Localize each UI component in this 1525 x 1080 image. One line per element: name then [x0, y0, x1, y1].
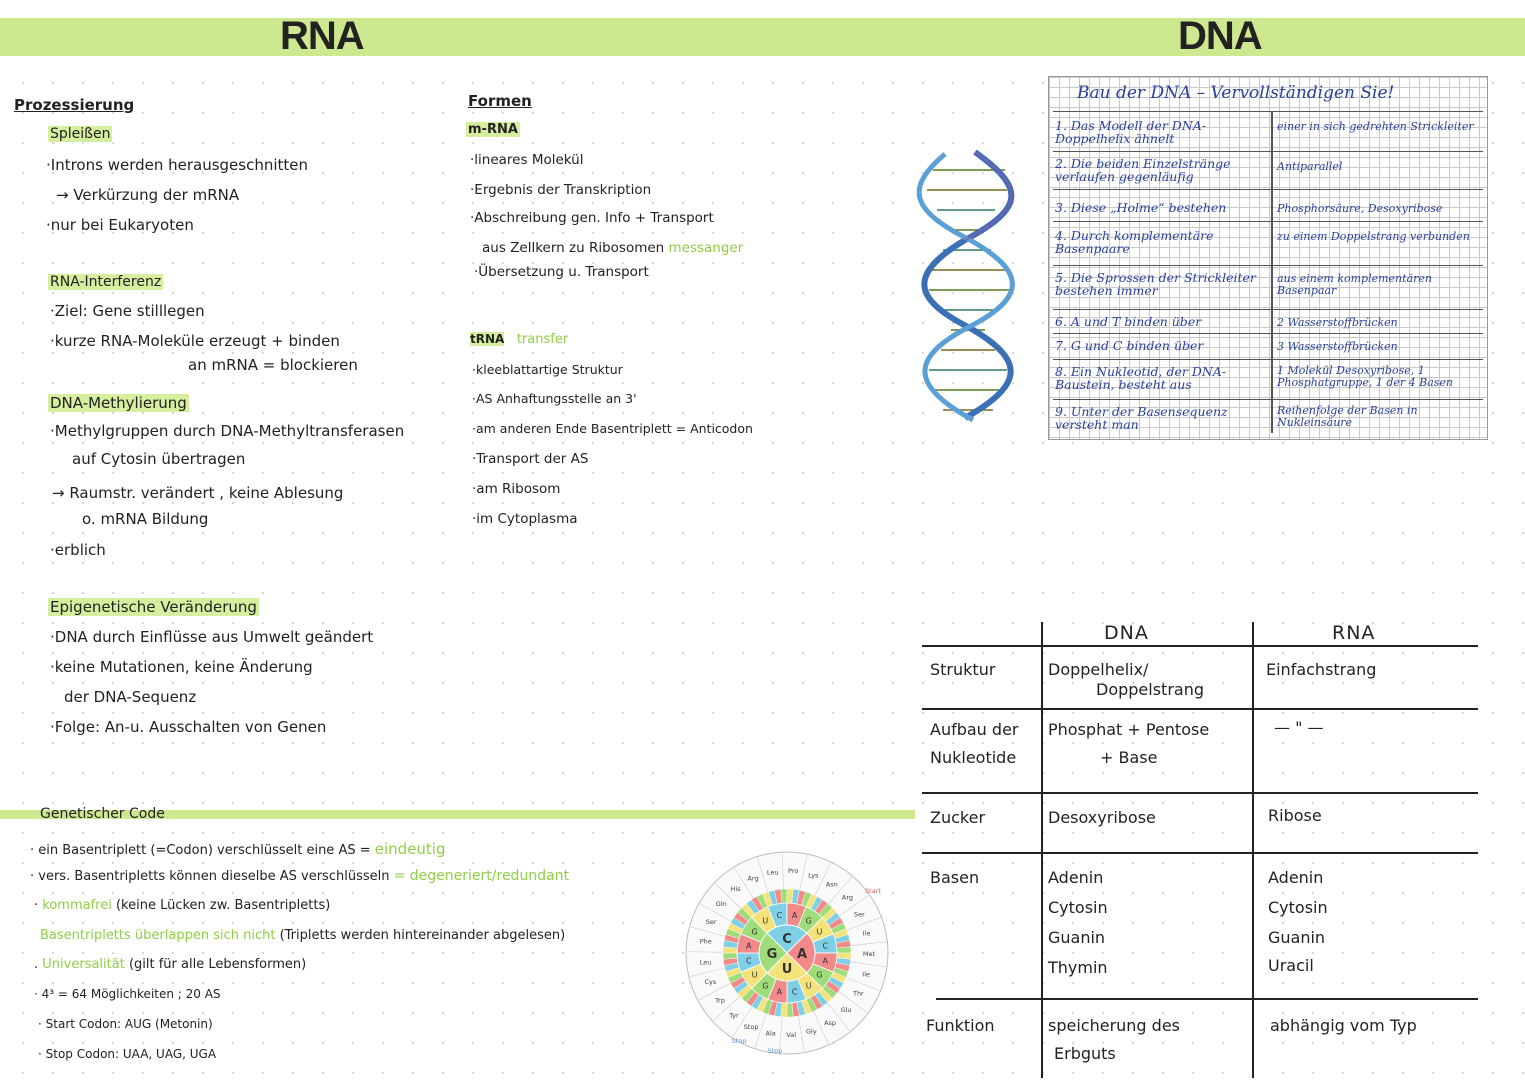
sun-amino-label: Arg	[841, 893, 854, 902]
worksheet-q3: 3. Diese „Holme“ bestehen	[1055, 200, 1227, 215]
sun-amino-label: Gly	[806, 1027, 817, 1036]
compare-cell: Desoxyribose	[1048, 808, 1156, 827]
epigenetisch-title: Epigenetische Veränderung	[50, 598, 257, 616]
code-line: · kommafrei (keine Lücken zw. Basentripletts)	[34, 898, 331, 913]
table-rule	[922, 792, 1478, 794]
text-line: ·Transport der AS	[472, 451, 589, 467]
sun-ring2-label: U	[751, 970, 758, 980]
worksheet-q1: 1. Das Modell der DNA-Doppelhelix ähnelt	[1055, 118, 1207, 146]
mrna-title: m-RNA	[468, 122, 518, 137]
code-sun-diagram	[684, 850, 890, 1056]
sun-amino-label: Tyr	[729, 1011, 739, 1020]
text-line: ·Introns werden herausgeschnitten	[46, 156, 309, 174]
worksheet-q7: 7. G und C binden über	[1055, 338, 1204, 353]
text-line: ·kurze RNA-Moleküle erzeugt + binden	[50, 332, 340, 350]
compare-cell: Cytosin	[1048, 898, 1108, 917]
table-column-rule	[1252, 622, 1254, 1078]
text-line: aus Zellkern zu Ribosomen messanger	[482, 240, 744, 256]
worksheet-a7: 3 Wasserstoffbrücken	[1277, 340, 1398, 353]
worksheet-q4: 4. Durch komplementäre Basenpaare	[1055, 228, 1214, 256]
sun-amino-label: Stop	[743, 1022, 759, 1031]
text-line: ·nur bei Eukaryoten	[46, 216, 194, 234]
sun-amino-label: Met	[862, 950, 876, 959]
compare-label-funktion: Funktion	[926, 1016, 995, 1035]
worksheet-q6: 6. A und T binden über	[1055, 314, 1202, 329]
table-rule	[936, 998, 1478, 1000]
sun-ring2-label: G	[762, 981, 769, 991]
interferenz-title: RNA-Interferenz	[50, 274, 162, 290]
title-banner	[0, 18, 1525, 56]
sun-ring2-label: G	[751, 927, 758, 937]
sun-ring2-label: A	[776, 987, 783, 997]
sun-ring2-label: A	[822, 956, 828, 966]
worksheet-q5: 5. Die Sprossen der Strickleiter bestehen immer	[1055, 270, 1256, 298]
worksheet-a3: Phosphorsäure, Desoxyribose	[1277, 202, 1443, 215]
compare-label-struktur: Struktur	[930, 660, 996, 679]
compare-cell: Phosphat + Pentose	[1048, 720, 1210, 739]
trna-title: tRNA transfer	[470, 332, 569, 347]
sun-amino-label: Phe	[699, 937, 712, 946]
text-line: ·Ziel: Gene stilllegen	[50, 302, 205, 320]
sun-amino-label: Asp	[824, 1018, 837, 1027]
sun-ring2-label: C	[822, 941, 829, 951]
code-line: Basentripletts überlappen sich nicht (Tripletts werden hintereinander abgelesen)	[40, 928, 566, 943]
worksheet-a2: Antiparallel	[1277, 160, 1343, 173]
compare-cell: Erbguts	[1054, 1044, 1116, 1063]
compare-label-aufbau: Aufbau der	[930, 720, 1019, 739]
compare-cell: abhängig vom Typ	[1270, 1016, 1417, 1035]
worksheet-q8: 8. Ein Nukleotid, der DNA-Baustein, besteht aus	[1055, 364, 1227, 392]
table-column-rule	[1041, 622, 1043, 1078]
compare-label-zucker: Zucker	[930, 808, 986, 827]
worksheet-q2: 2. Die beiden Einzelstränge verlaufen gegenläufig	[1055, 156, 1231, 184]
text-line: der DNA-Sequenz	[64, 688, 197, 706]
sun-amino-label: Gln	[715, 899, 727, 908]
text-line: ·DNA durch Einflüsse aus Umwelt geändert	[50, 628, 374, 646]
worksheet-q9: 9. Unter der Basensequenz versteht man	[1055, 404, 1228, 432]
code-line: · Start Codon: AUG (Metonin)	[38, 1017, 213, 1031]
sun-center-label: A	[796, 947, 808, 962]
text-line: ·im Cytoplasma	[472, 511, 578, 527]
sun-center-label: C	[782, 932, 792, 947]
sun-ring2-label: G	[816, 970, 823, 980]
text-line: ·Ergebnis der Transkription	[470, 182, 652, 198]
text-line: ·kleeblattartige Struktur	[472, 362, 623, 377]
text-line: → Raumstr. verändert , keine Ablesung	[52, 484, 344, 502]
table-rule	[922, 645, 1478, 647]
sun-stop-label: Stop	[767, 1047, 783, 1055]
sun-ring2-label: A	[791, 910, 798, 920]
compare-cell: Ribose	[1268, 806, 1322, 825]
text-line: auf Cytosin übertragen	[72, 450, 246, 468]
sun-ring2-label: C	[745, 956, 752, 966]
messanger-label: messanger	[668, 240, 744, 256]
methylierung-title: DNA-Methylierung	[50, 394, 187, 412]
compare-label-basen: Basen	[930, 868, 980, 887]
text-line: ·Übersetzung u. Transport	[474, 264, 649, 280]
compare-cell: Adenin	[1048, 868, 1104, 887]
sun-ring2-label: C	[776, 910, 783, 920]
dna-worksheet	[1048, 76, 1488, 440]
sun-amino-label: Ser	[853, 910, 865, 919]
compare-cell: speicherung des	[1048, 1016, 1180, 1035]
prozessierung-title: Prozessierung	[14, 96, 135, 114]
worksheet-title: Bau der DNA – Vervollständigen Sie!	[1077, 83, 1395, 103]
compare-cell: Einfachstrang	[1266, 660, 1377, 679]
text-line: ·Folge: An-u. Ausschalten von Genen	[50, 718, 327, 736]
text-line: an mRNA = blockieren	[188, 356, 358, 374]
sun-amino-label: Lys	[808, 871, 819, 880]
formen-title: Formen	[468, 92, 532, 110]
sun-stop-label: Stop	[731, 1037, 747, 1045]
text-line: ·am anderen Ende Basentriplett = Anticodon	[472, 421, 753, 436]
code-line: · Stop Codon: UAA, UAG, UGA	[38, 1047, 217, 1061]
text-line: ·Abschreibung gen. Info + Transport	[470, 210, 714, 226]
text-line: o. mRNA Bildung	[82, 510, 209, 528]
code-line: · ein Basentriplett (=Codon) verschlüsselt eine AS = eindeutig	[30, 840, 446, 858]
compare-cell: Uracil	[1268, 956, 1314, 975]
sun-amino-label: Val	[786, 1030, 796, 1039]
code-line: · vers. Basentripletts können dieselbe AS verschlüsseln = degeneriert/redundant	[30, 868, 570, 884]
text-line: ·lineares Molekül	[470, 152, 584, 168]
text-line: ·AS Anhaftungsstelle an 3'	[472, 391, 637, 406]
worksheet-a1: einer in sich gedrehten Strickleiter	[1277, 120, 1474, 133]
sun-amino-label: Arg	[747, 874, 759, 883]
compare-cell: + Base	[1100, 748, 1158, 767]
sun-ring2-label: U	[805, 981, 812, 991]
rna-heading: RNA	[280, 14, 364, 58]
text-line: ·Methylgruppen durch DNA-Methyltransferasen	[50, 422, 405, 440]
compare-label-aufbau: Nukleotide	[930, 748, 1017, 767]
compare-cell: Thymin	[1048, 958, 1108, 977]
compare-cell: Adenin	[1268, 868, 1324, 887]
sun-amino-label: Ile	[862, 929, 871, 938]
sun-amino-label: Asn	[825, 880, 838, 889]
table-rule	[922, 852, 1478, 854]
compare-cell: Guanin	[1048, 928, 1106, 947]
compare-header-dna: DNA	[1104, 622, 1149, 644]
sun-amino-label: Ser	[705, 917, 717, 926]
sun-ring2-label: A	[746, 941, 752, 951]
sun-amino-label: Glu	[840, 1005, 852, 1014]
sun-amino-label: Thr	[852, 989, 864, 998]
worksheet-a6: 2 Wasserstoffbrücken	[1277, 316, 1398, 329]
compare-cell: Cytosin	[1268, 898, 1328, 917]
table-rule	[922, 708, 1478, 710]
sun-ring2-label: U	[762, 916, 769, 926]
worksheet-a5: aus einem komplementären Basenpaar	[1277, 272, 1432, 297]
genetic-code-title: Genetischer Code	[40, 806, 165, 822]
sun-amino-label: Cys	[704, 978, 717, 987]
text-line: ·keine Mutationen, keine Änderung	[50, 658, 313, 676]
sun-amino-label: Pro	[788, 867, 799, 876]
sun-ring2-label: U	[816, 927, 823, 937]
sun-amino-label: Ala	[765, 1029, 776, 1038]
spleissen-title: Spleißen	[50, 126, 111, 142]
dna-helix-image	[915, 148, 1023, 428]
worksheet-a9: Reihenfolge der Basen in Nukleinsäure	[1277, 404, 1418, 429]
sun-amino-label: Leu	[766, 868, 779, 877]
sun-start-label: Start	[865, 887, 881, 895]
code-line: · 4³ = 64 Möglichkeiten ; 20 AS	[34, 987, 221, 1001]
sun-ring2-label: C	[791, 987, 798, 997]
sun-amino-label: Trp	[715, 996, 725, 1005]
text-line: ·am Ribosom	[472, 481, 561, 497]
sun-amino-label: Leu	[699, 958, 712, 967]
sun-ring2-label: G	[805, 916, 812, 926]
text-line: → Verkürzung der mRNA	[56, 186, 240, 204]
sun-center-label: U	[781, 962, 793, 977]
sun-amino-label: His	[730, 885, 741, 894]
worksheet-a4: zu einem Doppelstrang verbunden	[1277, 230, 1470, 243]
dna-heading: DNA	[1178, 14, 1262, 58]
sun-amino-label: Ile	[862, 970, 871, 979]
code-line: . Universalität (gilt für alle Lebensformen)	[34, 957, 307, 972]
sun-center-label: G	[766, 947, 778, 962]
compare-header-rna: RNA	[1332, 622, 1376, 644]
compare-cell: Doppelhelix/	[1048, 660, 1149, 679]
worksheet-a8: 1 Molekül Desoxyribose, 1 Phosphatgruppe, 1 der 4 Basen	[1277, 364, 1454, 389]
compare-cell: — " —	[1274, 718, 1324, 737]
text-line: ·erblich	[50, 541, 106, 559]
compare-cell: Doppelstrang	[1096, 680, 1204, 699]
compare-cell: Guanin	[1268, 928, 1326, 947]
